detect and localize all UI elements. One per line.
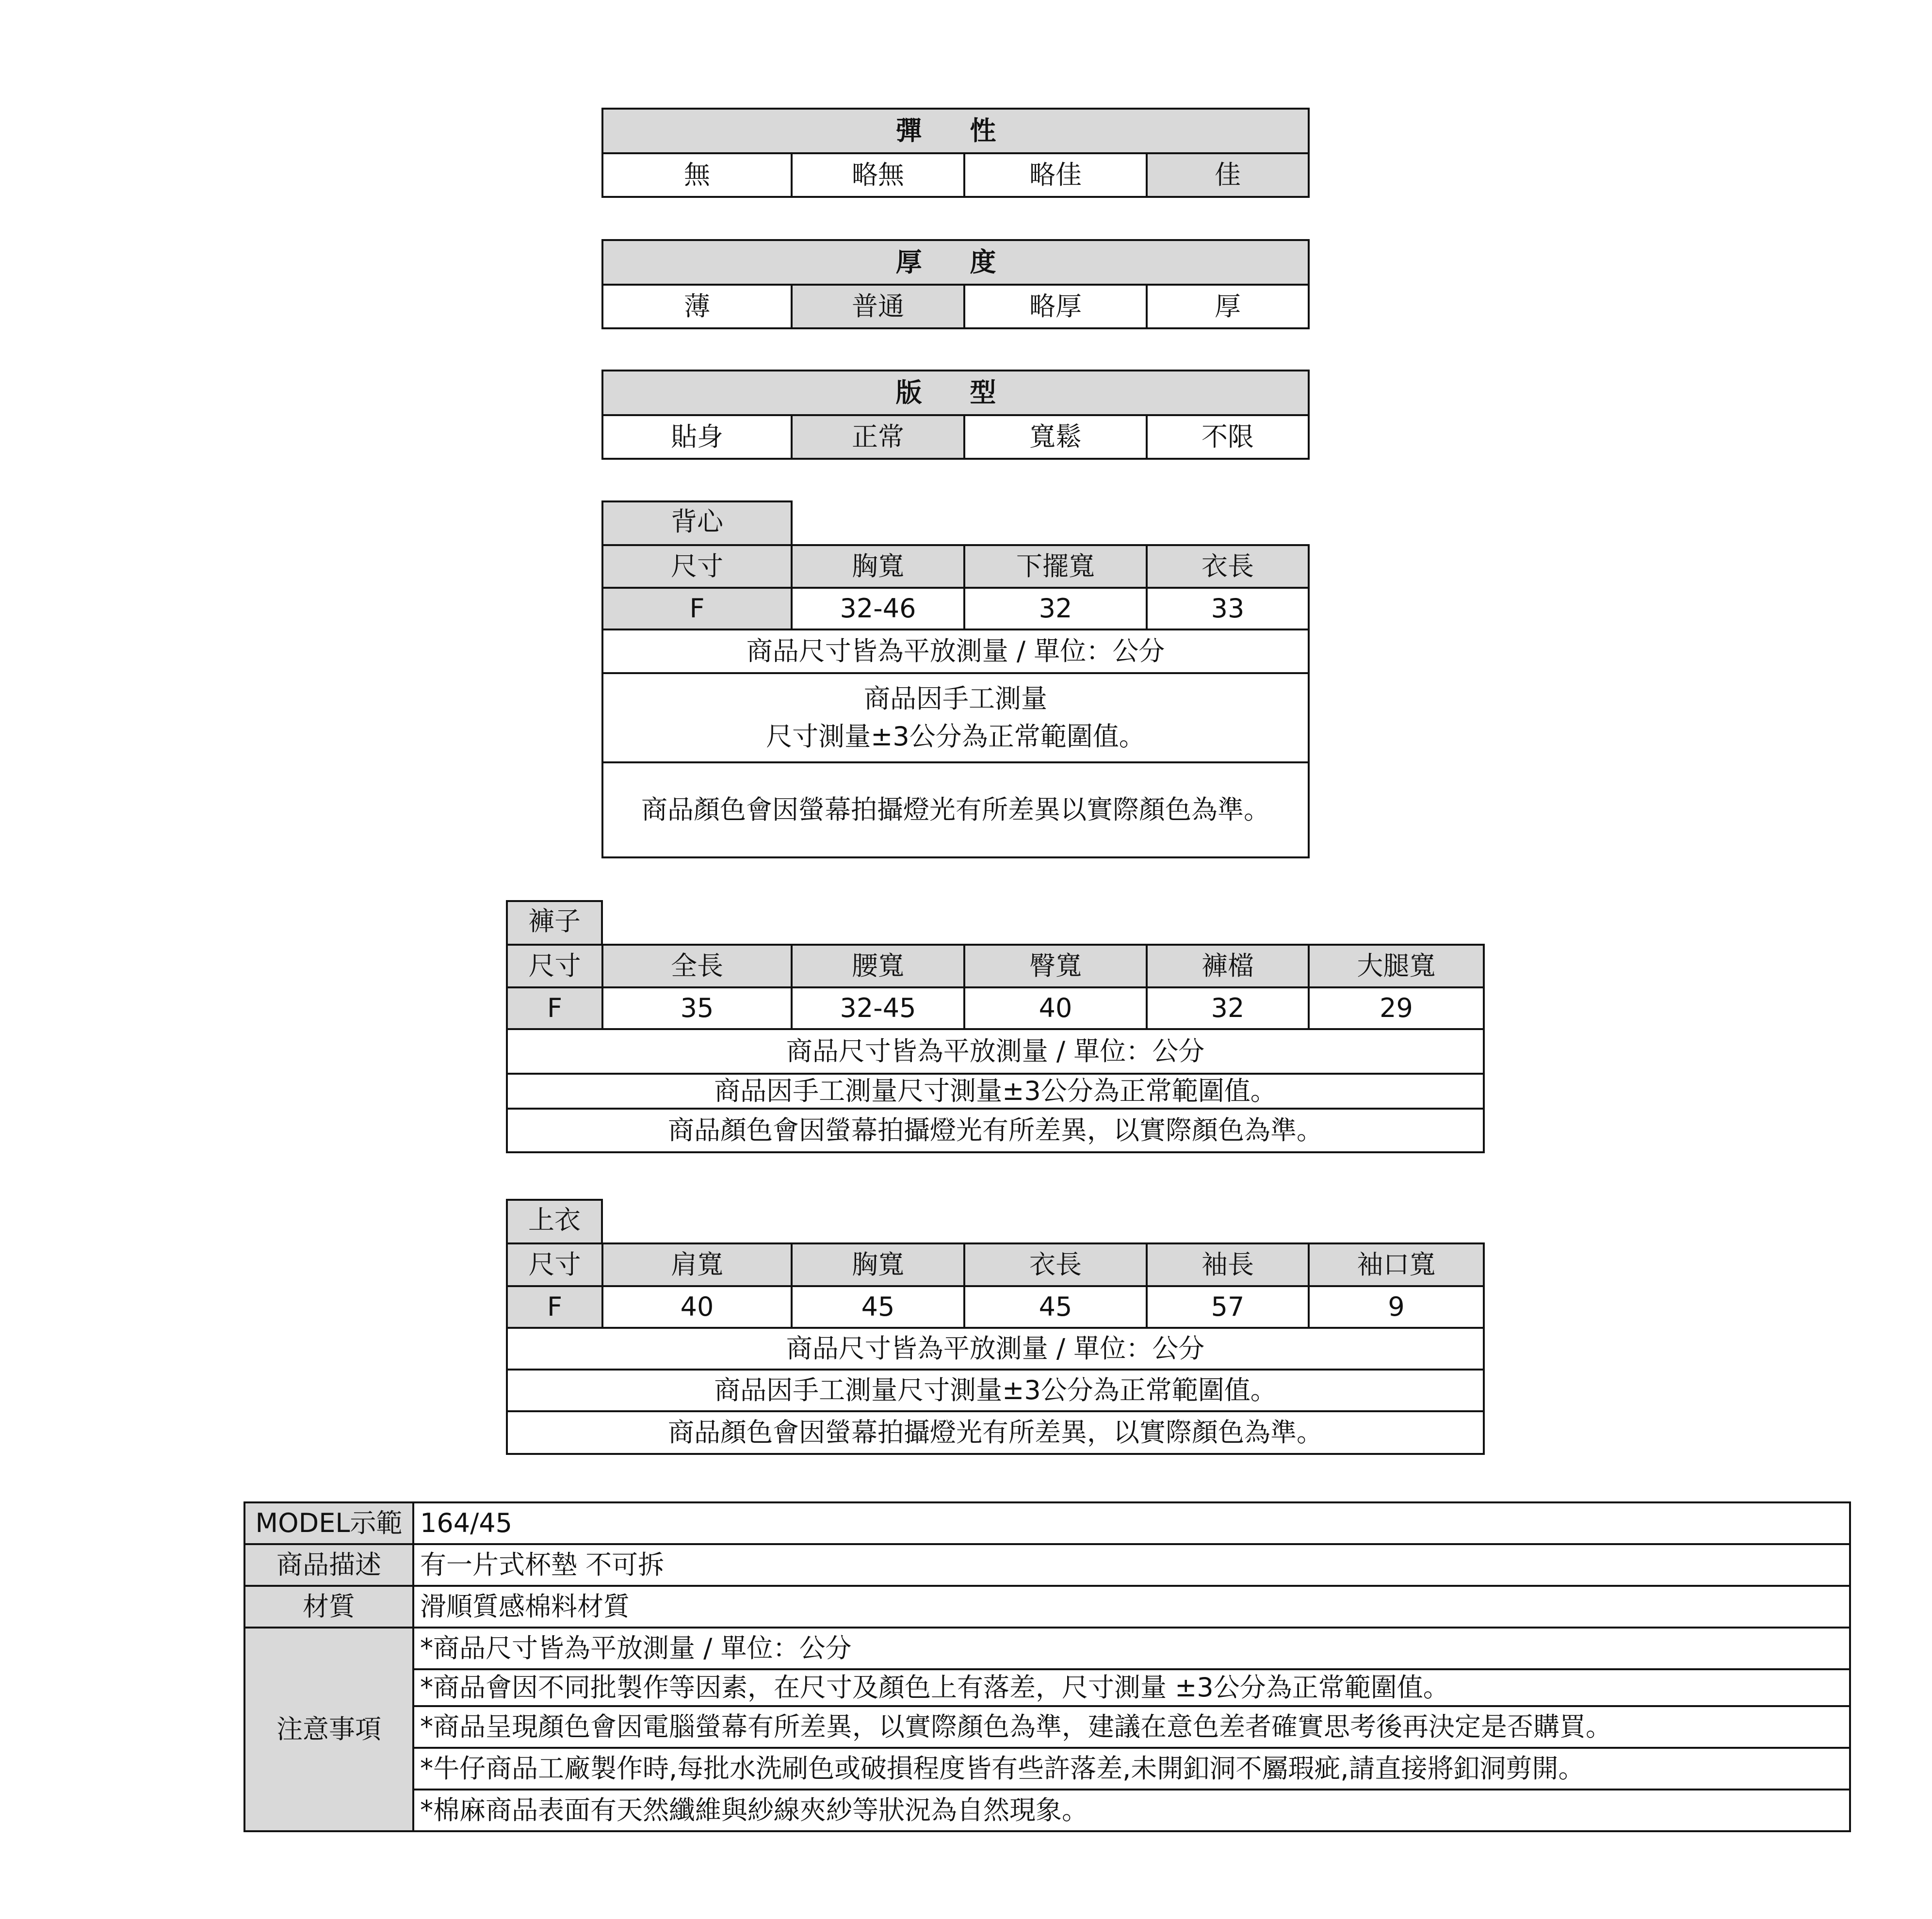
pants-value: 32 [1147,987,1309,1029]
material-label: 材質 [244,1586,413,1628]
vest-note-tolerance [602,673,1309,762]
note-item: *商品呈現顏色會因電腦螢幕有所差異，以實際顏色為準，建議在意色差者確實思考後再決定是否購買。 [413,1706,1850,1748]
model-value: 164/45 [413,1502,1850,1544]
note-item: *牛仔商品工廠製作時,每批水洗刷色或破損程度皆有些許落差,未開釦洞不屬瑕疵,請直接將釦洞剪開。 [413,1748,1850,1790]
pants-note-tolerance: 商品因手工測量尺寸測量±3公分為正常範圍值。 [507,1074,1484,1109]
vest-note-tolerance-line1: 商品因手工測量 [864,683,1047,714]
pants-header: 臀寬 [964,945,1147,987]
top-value: 9 [1309,1286,1484,1328]
pants-value: 35 [602,987,792,1029]
elasticity-option: 無 [602,153,792,197]
fit-option-selected: 正常 [792,415,964,459]
pants-note-measure: 商品尺寸皆為平放測量 / 單位：公分 [507,1029,1484,1074]
elasticity-title: 彈 性 [602,109,1309,153]
pants-header: 褲檔 [1147,945,1309,987]
product-info-table [244,1501,1851,1832]
top-size-label: F [507,1286,602,1328]
pants-value: 32-45 [792,987,964,1029]
elasticity-option-selected: 佳 [1147,153,1309,197]
top-note-tolerance: 商品因手工測量尺寸測量±3公分為正常範圍值。 [507,1370,1484,1411]
description-label: 商品描述 [244,1544,413,1586]
vest-header: 衣長 [1147,545,1309,588]
fit-option: 寬鬆 [964,415,1147,459]
top-header: 袖長 [1147,1243,1309,1286]
top-size-table [506,1242,1485,1455]
thickness-table [601,239,1310,329]
top-header-size: 尺寸 [507,1243,602,1286]
top-value: 57 [1147,1286,1309,1328]
description-value: 有一片式杯墊 不可拆 [413,1544,1850,1586]
elasticity-option: 略無 [792,153,964,197]
pants-value: 29 [1309,987,1484,1029]
top-header: 袖口寬 [1309,1243,1484,1286]
vest-header: 下擺寬 [964,545,1147,588]
top-value: 45 [792,1286,964,1328]
elasticity-table [601,108,1310,198]
pants-header-size: 尺寸 [507,945,602,987]
thickness-option: 厚 [1147,285,1309,328]
top-note-color: 商品顏色會因螢幕拍攝燈光有所差異，以實際顏色為準。 [507,1411,1484,1454]
pants-header: 大腿寬 [1309,945,1484,987]
top-value: 45 [964,1286,1147,1328]
fit-table [601,370,1310,460]
note-item: *商品會因不同批製作等因素，在尺寸及顏色上有落差，尺寸測量 ±3公分為正常範圍值。 [413,1669,1850,1706]
pants-note-color: 商品顏色會因螢幕拍攝燈光有所差異，以實際顏色為準。 [507,1109,1484,1152]
top-header: 胸寬 [792,1243,964,1286]
thickness-option: 略厚 [964,285,1147,328]
vest-value: 32 [964,588,1147,629]
pants-header: 全長 [602,945,792,987]
vest-note-measure: 商品尺寸皆為平放測量 / 單位：公分 [602,629,1309,673]
material-value: 滑順質感棉料材質 [413,1586,1850,1628]
fit-option: 貼身 [602,415,792,459]
vest-note-color: 商品顏色會因螢幕拍攝燈光有所差異以實際顏色為準。 [602,762,1309,857]
top-header: 衣長 [964,1243,1147,1286]
model-label: MODEL示範 [244,1502,413,1544]
pants-value: 40 [964,987,1147,1029]
notes-label: 注意事項 [244,1628,413,1831]
vest-header-size: 尺寸 [602,545,792,588]
vest-header: 胸寬 [792,545,964,588]
vest-note-tolerance-line2: 尺寸測量±3公分為正常範圍值。 [766,721,1145,752]
top-note-measure: 商品尺寸皆為平放測量 / 單位：公分 [507,1328,1484,1370]
thickness-title: 厚 度 [602,240,1309,285]
top-value: 40 [602,1286,792,1328]
top-tab: 上衣 [506,1199,603,1243]
vest-value: 32-46 [792,588,964,629]
vest-size-table [601,544,1310,858]
vest-size-label: F [602,588,792,629]
vest-tab: 背心 [601,500,793,545]
thickness-option: 薄 [602,285,792,328]
pants-size-label: F [507,987,602,1029]
vest-value: 33 [1147,588,1309,629]
pants-tab: 褲子 [506,900,603,945]
fit-option: 不限 [1147,415,1309,459]
pants-size-table [506,944,1485,1153]
pants-header: 腰寬 [792,945,964,987]
elasticity-option: 略佳 [964,153,1147,197]
top-header: 肩寬 [602,1243,792,1286]
thickness-option-selected: 普通 [792,285,964,328]
note-item: *商品尺寸皆為平放測量 / 單位：公分 [413,1628,1850,1669]
note-item: *棉麻商品表面有天然纖維與紗線夾紗等狀況為自然現象。 [413,1790,1850,1831]
fit-title: 版 型 [602,371,1309,415]
